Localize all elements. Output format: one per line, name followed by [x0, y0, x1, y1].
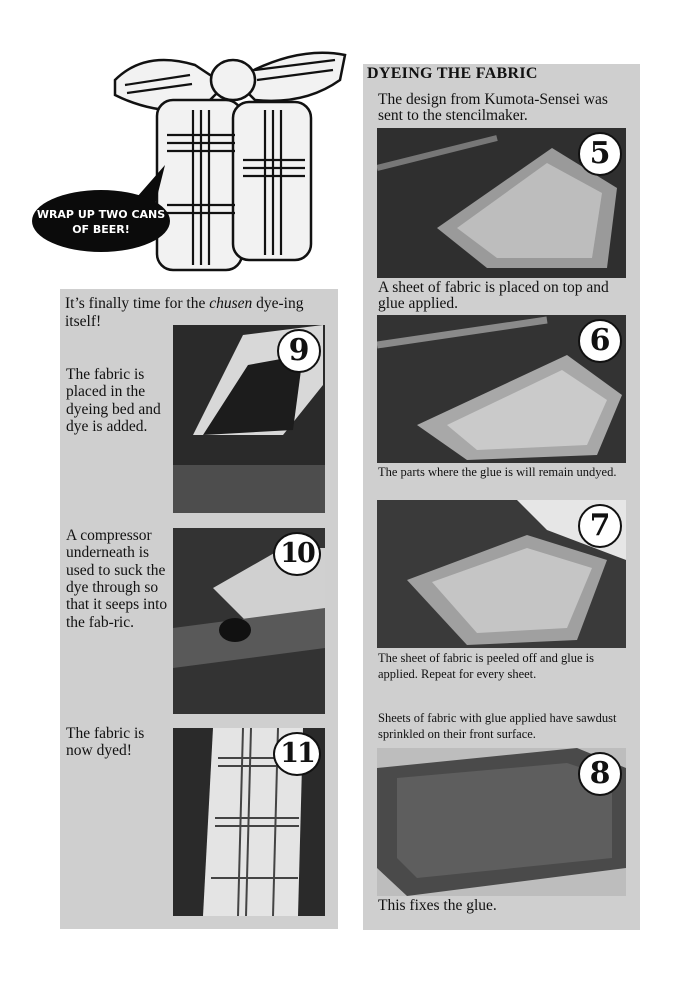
step11-photo: [173, 728, 325, 916]
intro-prefix: It’s finally time for the: [65, 295, 210, 312]
step5-caption: The design from Kumota-Sensei was sent to the stencilmaker.: [378, 91, 608, 124]
step8-note: This fixes the glue.: [378, 897, 497, 914]
step10-number: 10: [273, 532, 321, 576]
step7-number: 7: [578, 504, 622, 548]
step6-number: 6: [578, 319, 622, 363]
step5-photo: [377, 128, 626, 278]
step10-photo: [173, 528, 325, 714]
step9-text: The fabric is placed in the dyeing bed and dye is added.: [66, 366, 161, 436]
step11-number: 11: [273, 732, 321, 776]
step7-caption: The sheet of fabric is peeled off and glue is applied. Repeat for every sheet.: [378, 651, 595, 681]
step9-number: 9: [277, 329, 321, 373]
intro-suffix: dye-ing itself!: [65, 295, 304, 330]
speech-bubble: WRAP UP TWO CANS OF BEER!: [32, 190, 170, 252]
step9-photo: [173, 325, 325, 513]
step6-photo: [377, 315, 626, 463]
step8-number: 8: [578, 752, 622, 796]
step5-number: 5: [578, 132, 622, 176]
step8-photo: [377, 748, 626, 896]
step10-text: A compressor underneath is used to suck the dye through so that it seeps into the fab-ric.: [66, 527, 168, 631]
step8-caption: Sheets of fabric with glue applied have sawdust sprinkled on their front surface.: [378, 711, 617, 741]
step11-text: The fabric is now dyed!: [66, 725, 145, 760]
section-heading: DYEING THE FABRIC: [367, 65, 538, 82]
step6-caption: A sheet of fabric is placed on top and glue applied.: [378, 279, 609, 312]
step7-photo: [377, 500, 626, 648]
step6-note: The parts where the glue is will remain undyed.: [378, 465, 617, 479]
intro-emphasis: chusen: [209, 295, 253, 312]
